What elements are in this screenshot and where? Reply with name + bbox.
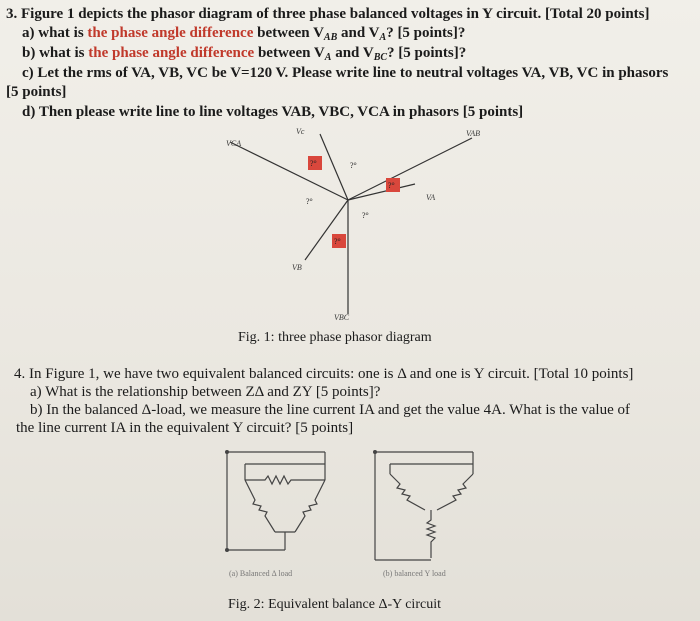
delta-circuit — [225, 450, 325, 552]
fig1-caption: Fig. 1: three phase phasor diagram — [238, 330, 432, 345]
phasor-diagram — [200, 122, 500, 332]
q3-b-prefix: b) what is — [22, 45, 89, 61]
q3-b-sub1: A — [324, 52, 332, 63]
q3-part-b — [22, 45, 466, 66]
q3-a-highlight: the phase angle difference — [87, 25, 254, 41]
q3-part-a — [22, 25, 465, 46]
phasor-vb-line — [305, 200, 348, 260]
q3-part-d: d) Then please write line to line voltages VAB, VBC, VCA in phasors [5 points] — [22, 104, 524, 120]
label-va: VA — [426, 193, 436, 202]
label-vca: VCA — [226, 139, 242, 148]
q4-part-b: b) In the balanced Δ-load, we measure the line current IA and get the value 4A. What is the value of — [30, 402, 630, 418]
phasor-va-line — [348, 184, 415, 200]
phasor-vc-line — [320, 134, 348, 200]
q3-part-c-cont: [5 points] — [6, 84, 67, 100]
fig2-caption: Fig. 2: Equivalent balance Δ-Y circuit — [228, 597, 441, 612]
label-vab: VAB — [466, 129, 481, 138]
q3-b-highlight: the phase angle difference — [88, 45, 255, 61]
q4-title: 4. In Figure 1, we have two equivalent balanced circuits: one is Δ and one is Y circuit. [Total 10 points] — [14, 366, 634, 382]
q3-title: 3. Figure 1 depicts the phasor diagram of three phase balanced voltages in Y circuit. [Total 20 points] — [6, 6, 650, 22]
q3-a-sub1: AB — [323, 32, 338, 43]
q4-part-b-cont: the line current IA in the equivalent Y circuit? [5 points] — [16, 420, 354, 436]
delta-wye-figure — [215, 440, 485, 585]
phasor-vca-line — [230, 142, 348, 200]
label-vbc: VBC — [334, 313, 350, 322]
q3-a-mid: and V — [337, 25, 380, 41]
angle-label-2: ?° — [388, 181, 395, 190]
q3-b-sub2: BC — [373, 52, 388, 63]
q3-b-suffix: between V — [254, 45, 325, 61]
q4-part-a: a) What is the relationship between ZΔ and ZY [5 points]? — [30, 384, 381, 400]
angle-label-4: ?° — [350, 161, 357, 170]
label-vb: VB — [292, 263, 302, 272]
fig2-left-sublabel: (a) Balanced Δ load — [229, 569, 293, 578]
q3-a-prefix: a) what is — [22, 25, 88, 41]
angle-label-1: ?° — [310, 159, 317, 168]
q3-b-end: ? [5 points]? — [387, 45, 467, 61]
label-vc: Vc — [296, 127, 305, 136]
wye-circuit — [373, 450, 473, 560]
angle-label-5: ?° — [306, 197, 313, 206]
fig2-right-sublabel: (b) balanced Y load — [383, 569, 446, 578]
angle-label-6: ?° — [362, 211, 369, 220]
angle-label-3: ?° — [334, 237, 341, 246]
q3-a-sub2: A — [379, 32, 387, 43]
q3-part-c: c) Let the rms of VA, VB, VC be V=120 V. Please write line to neutral voltages VA, VB, VC in phasors — [22, 65, 669, 81]
phasor-vab-line — [348, 138, 472, 200]
q3-a-end: ? [5 points]? — [386, 25, 466, 41]
q3-b-mid: and V — [331, 45, 374, 61]
q3-a-suffix: between V — [253, 25, 324, 41]
